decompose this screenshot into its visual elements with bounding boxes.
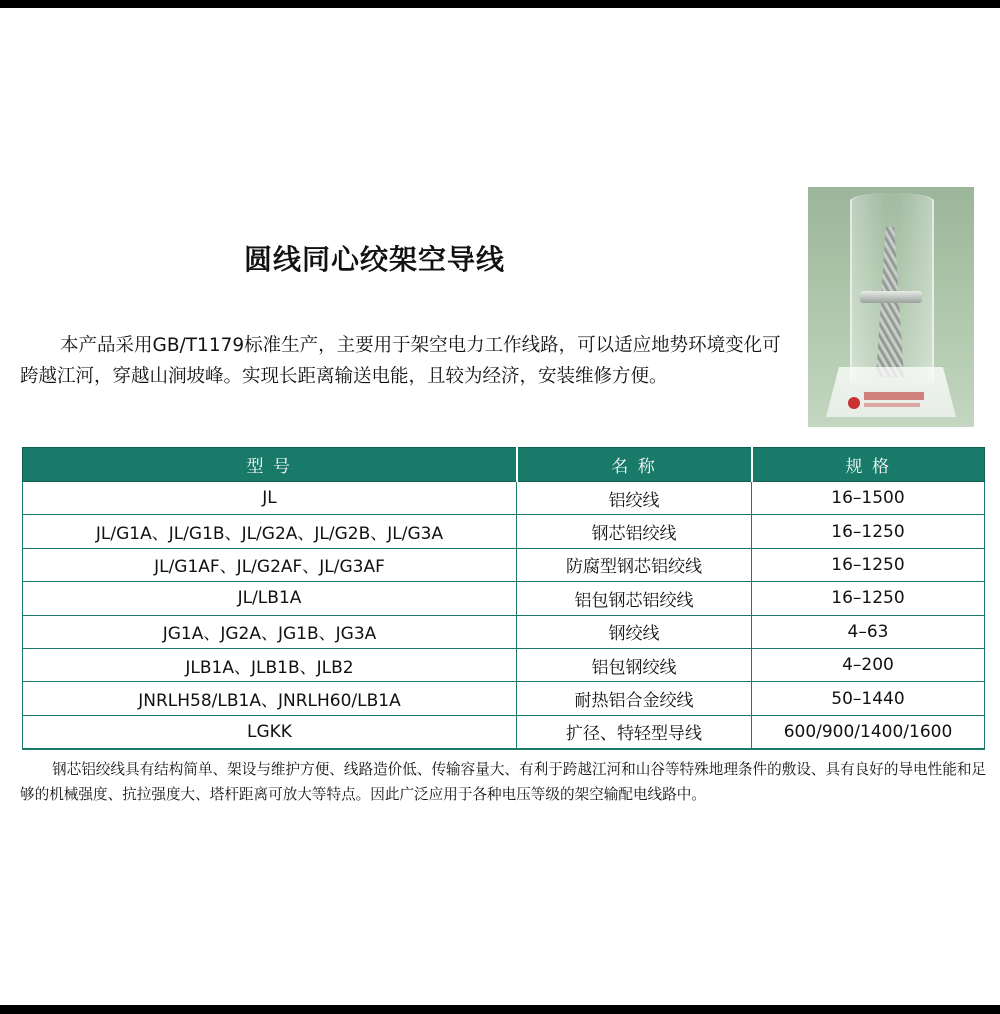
cell-name: 防腐型钢芯铝绞线	[517, 548, 752, 581]
cell-spec: 16–1250	[752, 548, 985, 581]
product-spec-table	[22, 447, 985, 750]
table-row	[23, 682, 985, 715]
table-row	[23, 482, 985, 515]
header-name: 名 称	[517, 448, 752, 482]
cell-spec: 16–1250	[752, 515, 985, 548]
cell-model: JL	[23, 482, 517, 515]
cell-name: 扩径、特轻型导线	[517, 715, 752, 749]
table-row	[23, 715, 985, 749]
table-header-row	[23, 448, 985, 482]
cell-spec: 4–200	[752, 648, 985, 681]
top-border	[0, 0, 1000, 8]
cell-model: JL/G1AF、JL/G2AF、JL/G3AF	[23, 548, 517, 581]
cell-name: 钢绞线	[517, 615, 752, 648]
table-row	[23, 548, 985, 581]
brand-logo-subtext	[864, 403, 920, 407]
cell-model: LGKK	[23, 715, 517, 749]
header-spec: 规 格	[752, 448, 985, 482]
cell-name: 铝包钢绞线	[517, 648, 752, 681]
cell-spec: 16–1250	[752, 582, 985, 615]
bottom-border	[0, 1005, 1000, 1014]
cell-spec: 600/900/1400/1600	[752, 715, 985, 749]
table-row	[23, 615, 985, 648]
product-photo	[808, 187, 974, 427]
cell-name: 耐热铝合金绞线	[517, 682, 752, 715]
cell-name: 铝包钢芯铝绞线	[517, 582, 752, 615]
cell-model: JG1A、JG2A、JG1B、JG3A	[23, 615, 517, 648]
brand-logo-icon	[848, 397, 860, 409]
cell-model: JNRLH58/LB1A、JNRLH60/LB1A	[23, 682, 517, 715]
cell-name: 钢芯铝绞线	[517, 515, 752, 548]
table-row	[23, 648, 985, 681]
page-title: 圆线同心绞架空导线	[244, 243, 506, 276]
description-note: 钢芯铝绞线具有结构简单、架设与维护方便、线路造价低、传输容量大、有利于跨越江河和山谷等特殊地理条件的敷设、具有良好的导电性能和足够的机械强度、抗拉强度大、塔杆距离可放大等特点。因此广泛应用于各种电压等级的架空输配电线路中。	[20, 761, 987, 803]
cell-model: JLB1A、JLB1B、JLB2	[23, 648, 517, 681]
cell-name: 铝绞线	[517, 482, 752, 515]
cell-spec: 50–1440	[752, 682, 985, 715]
header-model: 型 号	[23, 448, 517, 482]
table-row	[23, 582, 985, 615]
cell-spec: 4–63	[752, 615, 985, 648]
cell-spec: 16–1500	[752, 482, 985, 515]
intro-paragraph: 本产品采用GB/T1179标准生产，主要用于架空电力工作线路，可以适应地势环境变化可跨越江河，穿越山涧坡峰。实现长距离输送电能，且较为经济，安装维修方便。	[20, 335, 781, 387]
cell-model: JL/G1A、JL/G1B、JL/G2A、JL/G2B、JL/G3A	[23, 515, 517, 548]
cell-model: JL/LB1A	[23, 582, 517, 615]
table-row	[23, 515, 985, 548]
cable-clamp	[860, 291, 922, 303]
brand-logo-text	[864, 392, 924, 400]
